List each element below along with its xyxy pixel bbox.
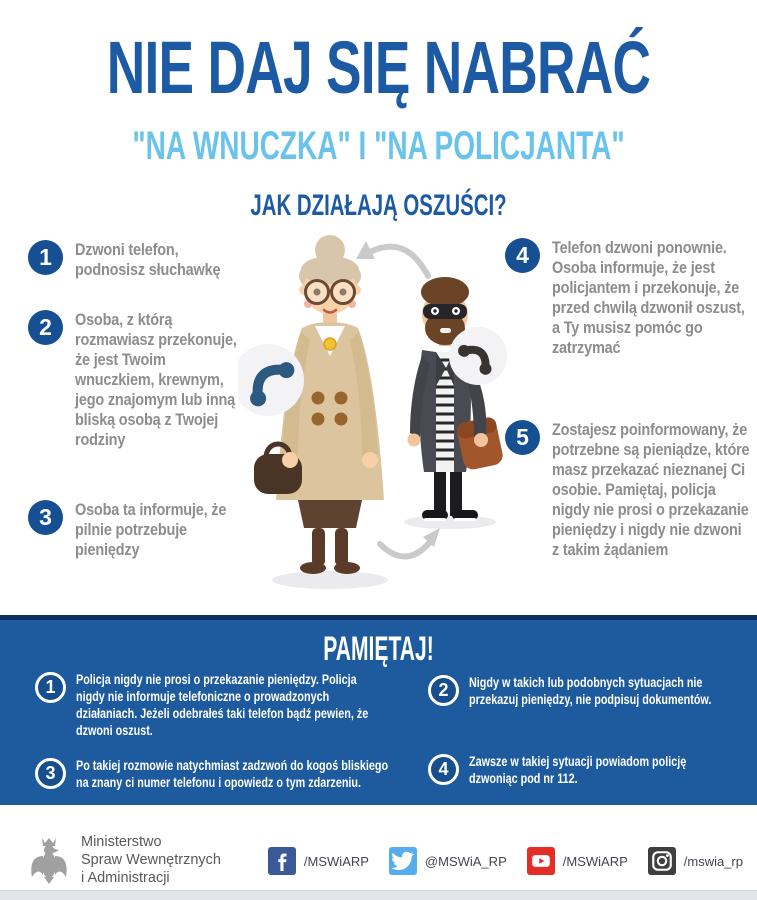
step-2 [28, 310, 248, 450]
remember-item-2 [428, 675, 757, 709]
ministry-line: Spraw Wewnętrznych [81, 852, 221, 869]
social-twitter[interactable] [389, 847, 507, 875]
step-text: Telefon dzwoni ponownie. Osoba informuje, że jest policjantem i przekonuje, że przed chwilą dzwonił oszust, a Ty musisz pomóc go zatrzymać [552, 238, 745, 358]
step-number-badge [28, 310, 63, 345]
social-handle[interactable]: /mswia_rp [683, 853, 743, 869]
eye-mask-icon [423, 304, 467, 319]
remember-heading: PAMIĘTAJ! [323, 630, 434, 668]
remember-text: Nigdy w takich lub podobnych sytuacjach nie przekazuj pieniędzy, nie podpisuj dokumentów. [469, 675, 712, 707]
ministry-name [81, 833, 221, 887]
remember-section [0, 615, 757, 805]
curved-arrow-top-icon [356, 241, 428, 276]
remember-text: Policja nigdy nie prosi o przekazanie pieniędzy. Policja nigdy nie informuje telefoniczne o prowadzonych działaniach. Jeżeli odebrałeś taki telefon bądź pewien, że dzwoni oszust. [76, 672, 369, 738]
twitter-icon[interactable] [389, 847, 417, 875]
remember-number: 3 [45, 763, 56, 783]
ministry-logo [28, 833, 221, 887]
remember-item-3 [35, 758, 475, 792]
instagram-icon[interactable] [648, 847, 676, 875]
step-5 [505, 420, 750, 560]
step-number-badge [28, 240, 63, 275]
woman-shadow [272, 571, 388, 589]
social-instagram[interactable] [648, 847, 743, 875]
remember-text: Po takiej rozmowie natychmiast zadzwoń do kogoś bliskiego na znany ci numer telefonu i opowiedz o tym zdarzeniu. [76, 758, 389, 790]
remember-item-1 [35, 672, 462, 740]
social-facebook[interactable] [268, 847, 369, 875]
phone-handset-right-icon [449, 327, 507, 385]
remember-number: 2 [438, 680, 449, 700]
masked-scammer-figure [408, 277, 505, 521]
remember-number-badge [428, 754, 459, 785]
page-subtitle: "NA WNUCZKA" I "NA POLICJANTA" [132, 124, 625, 168]
social-handle[interactable]: @MSWiA_RP [424, 853, 507, 869]
social-youtube[interactable] [527, 847, 628, 875]
social-links [268, 847, 743, 875]
youtube-icon[interactable] [527, 847, 555, 875]
scam-illustration [238, 228, 513, 608]
social-handle[interactable]: /MSWiARP [303, 853, 369, 869]
how-scammers-work-heading: JAK DZIAŁAJĄ OSZUŚCI? [250, 189, 507, 222]
step-number: 1 [39, 244, 52, 270]
remember-number-badge [428, 675, 459, 706]
step-text: Zostajesz poinformowany, że potrzebne są pieniądze, które masz przekazać nieznanej Ci osobie. Pamiętaj, policja nigdy nie prosi o przekazanie pieniędzy i nigdy nie dzwoni z takim żądaniem [552, 420, 750, 560]
scammer-shadow [404, 515, 496, 529]
step-1 [28, 240, 248, 280]
remember-item-4 [428, 754, 757, 788]
step-number: 5 [516, 424, 529, 450]
step-number-badge [28, 500, 63, 535]
step-text: Osoba ta informuje, że pilnie potrzebuje pieniędzy [75, 500, 227, 560]
bottom-strip [0, 890, 757, 900]
woman-head [299, 235, 361, 314]
step-4 [505, 238, 750, 358]
coat-of-arms-eagle-icon [28, 836, 70, 884]
step-text: Osoba, z którą rozmawiasz przekonuje, że jest Twoim wnuczkiem, krewnym, jego znajomym lub inną bliską osobą z Twojej rodziny [75, 310, 237, 450]
remember-number: 4 [438, 759, 449, 779]
curved-arrow-bottom-icon [380, 528, 440, 557]
step-number: 4 [516, 242, 529, 268]
ministry-line: i Administracji [81, 870, 170, 887]
remember-number-badge [35, 758, 66, 789]
social-handle[interactable]: /MSWiARP [562, 853, 628, 869]
remember-text: Zawsze w takiej sytuacji powiadom policję dzwoniąc pod nr 112. [469, 754, 687, 786]
footer [0, 805, 757, 890]
page-title: NIE DAJ SIĘ NABRAĆ [106, 26, 651, 109]
ministry-line: Ministerstwo [81, 834, 162, 850]
step-text: Dzwoni telefon, podnosisz słuchawkę [75, 240, 221, 280]
step-number: 3 [39, 504, 52, 530]
remember-number: 1 [45, 677, 56, 697]
step-3 [28, 500, 248, 560]
facebook-icon[interactable] [268, 847, 296, 875]
step-number: 2 [39, 314, 52, 340]
remember-number-badge [35, 672, 66, 703]
